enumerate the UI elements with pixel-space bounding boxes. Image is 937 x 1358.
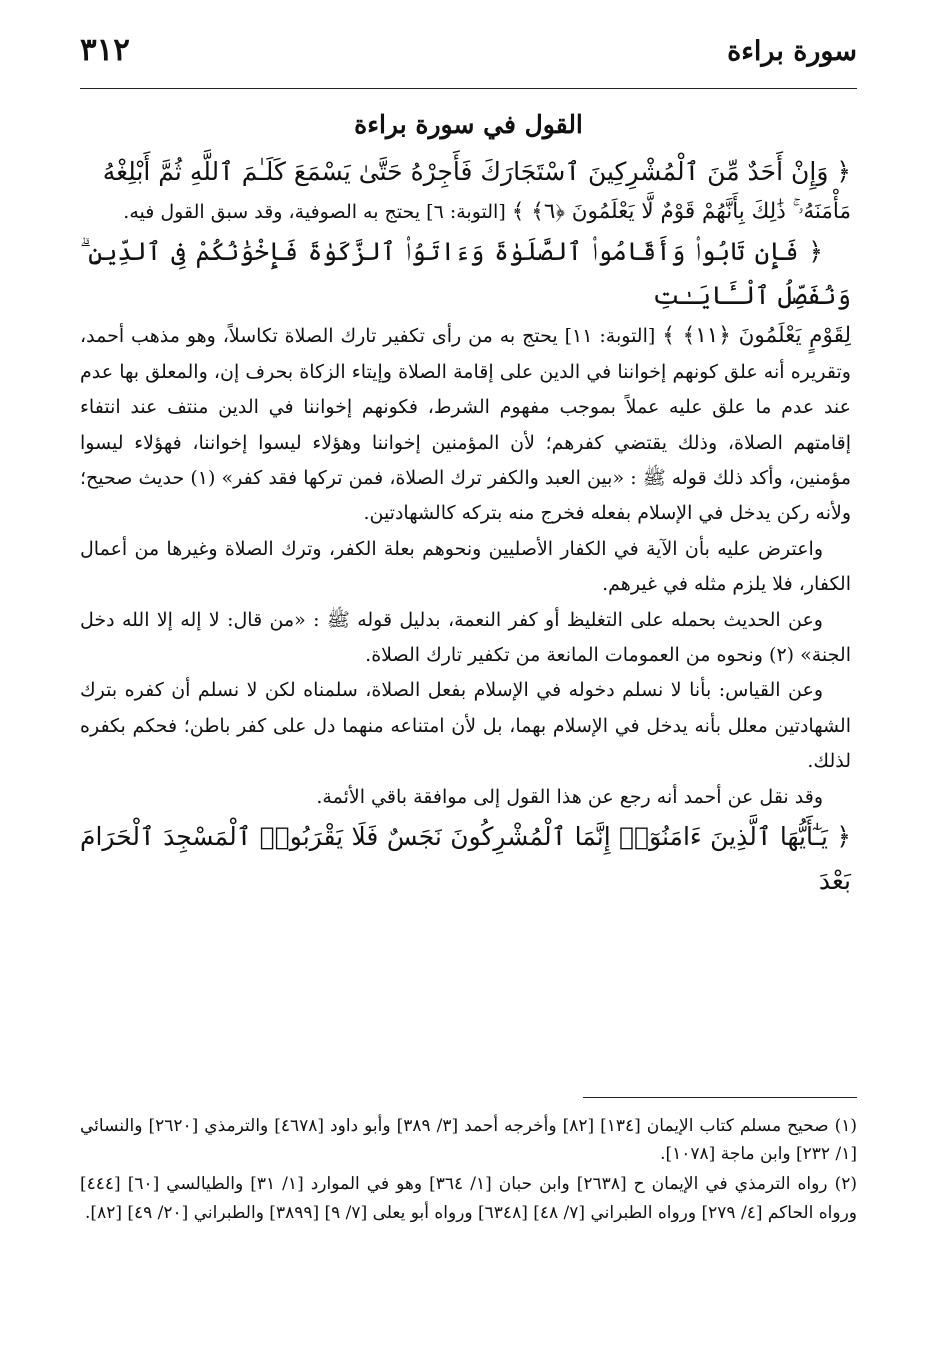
verse-28-line-1: ﴿ يَـٰٓأَيُّهَا ٱلَّذِينَ ءَامَنُوٓا۟ إِنَّمَا ٱلْمُشْرِكُونَ نَجَسٌ فَلَا يَقْرَبُوا۟ ٱلْمَسْجِدَ ٱلْحَرَامَ بَعْدَ (80, 822, 851, 896)
footnote-divider (583, 1097, 857, 1098)
paragraph-hadith-reply: وعن الحديث بحمله على التغليظ أو كفر النعمة، بدليل قوله ﷺ : «من قال: لا إله إلا الله دخل الجنة» (٢) ونحوه من العمومات المانعة من تكفير تارك الصلاة. (80, 608, 851, 667)
sura-name: سورة براءة (727, 36, 857, 67)
verse-11-commentary: [التوبة: ١١] يحتج به من رأى تكفير تارك الصلاة تكاسلاً، وهو مذهب أحمد، وتقريره أنه علق كونهم إخواننا في الدين على إقامة الصلاة وإيتاء الزكاة بحرف إن، والمعلق بها عدم عند عدم ما علق عليه عملاً بموجب مفهوم الشرط، فكونهم إخواننا في الدين منتف عند انتفاء إقامتهم الصلاة، وذلك يقتضي كفرهم؛ لأن المؤمنين إخواننا وهؤلاء ليسوا إخواننا، فهؤلاء ليسوا مؤمنين، وأكد ذلك قوله ﷺ : «بين العبد والكفر ترك الصلاة، فمن تركها فقد كفر» (١) حديث صحيح؛ ولأنه ركن يدخل في الإسلام بفعله فخرج منه بتركه كالشهادتين. (80, 325, 852, 525)
paragraph-ahmad-retraction: وقد نقل عن أحمد أنه رجع عن هذا القول إلى موافقة باقي الأئمة. (316, 785, 823, 808)
footnote-1: (١) صحيح مسلم كتاب الإيمان [١٣٤] [٨٢] وأخرجه أحمد [٣/ ٣٨٩] وأبو داود [٤٦٧٨] والترمذي [٢٦٢٠] والنسائي [١/ ٢٣٢] وابن ماجة [١٠٧٨]. (80, 1116, 857, 1165)
verse-11-line-2: لِقَوْمٍ يَعْلَمُونَ ﴿١١﴾ ﴾ (662, 323, 852, 349)
footnotes (80, 1112, 857, 1229)
running-header (80, 28, 857, 89)
verse-6-line-2: مَأْمَنَهُۥ ۚ ذَٰلِكَ بِأَنَّهُمْ قَوْمٌ لَّا يَعْلَمُونَ ﴿٦﴾ ﴾ (511, 199, 851, 224)
verse-11-block (80, 318, 851, 531)
verse-6-line-1: ﴿ وَإِنْ أَحَدٌ مِّنَ ٱلْمُشْرِكِينَ ٱسْتَجَارَكَ فَأَجِرْهُ حَتَّىٰ يَسْمَعَ كَلَـٰمَ ٱللَّهِ ثُمَّ أَبْلِغْهُ (102, 157, 851, 186)
verse-6-block (80, 194, 851, 230)
paragraph-objection: واعترض عليه بأن الآية في الكفار الأصليين ونحوهم بعلة الكفر، وترك الصلاة وغيرها من أعمال الكفار، فلا يلزم مثله في غيرهم. (80, 537, 851, 596)
section-heading: القول في سورة براءة (354, 110, 583, 139)
main-text (80, 150, 851, 903)
page-number: ٣١٢ (80, 32, 130, 68)
verse-11-line-1: ﴿ فَإِن تَابُوا۟ وَأَقَامُوا۟ ٱلصَّلَوٰةَ وَءَاتَوُا۟ ٱلزَّكَوٰةَ فَإِخْوَٰنُكُمْ فِى ٱلدِّينِ ۗ وَنُفَصِّلُ ٱلْـَٔايَـٰتِ (80, 237, 851, 311)
verse-6-commentary: [التوبة: ٦] يحتج به الصوفية، وقد سبق القول فيه. (123, 201, 506, 223)
paragraph-analogy-reply: وعن القياس: بأنا لا نسلم دخوله في الإسلام بفعل الصلاة، سلمناه لكن لا نسلم أن كفره بترك الشهادتين معلل بأنه يدخل في الإسلام بهما، بل لأن امتناعه منهما دل على كفر باطن؛ فحكم بكفره لذلك. (80, 679, 851, 773)
footnote-2: (٢) رواه الترمذي في الإيمان ح [٢٦٣٨] وابن حبان [١/ ٣٦٤] وهو في الموارد [١/ ٣١] والطيالسي [٦٠] [٤٤٤] ورواه الحاكم [٤/ ٢٧٩] ورواه الطبراني [٧/ ٤٨] [٦٣٤٨] ورواه أبو يعلى [٧/ ٩] [٣٨٩٩] والطبراني [٢٠/ ٤٩] [٨٢]. (80, 1174, 857, 1223)
